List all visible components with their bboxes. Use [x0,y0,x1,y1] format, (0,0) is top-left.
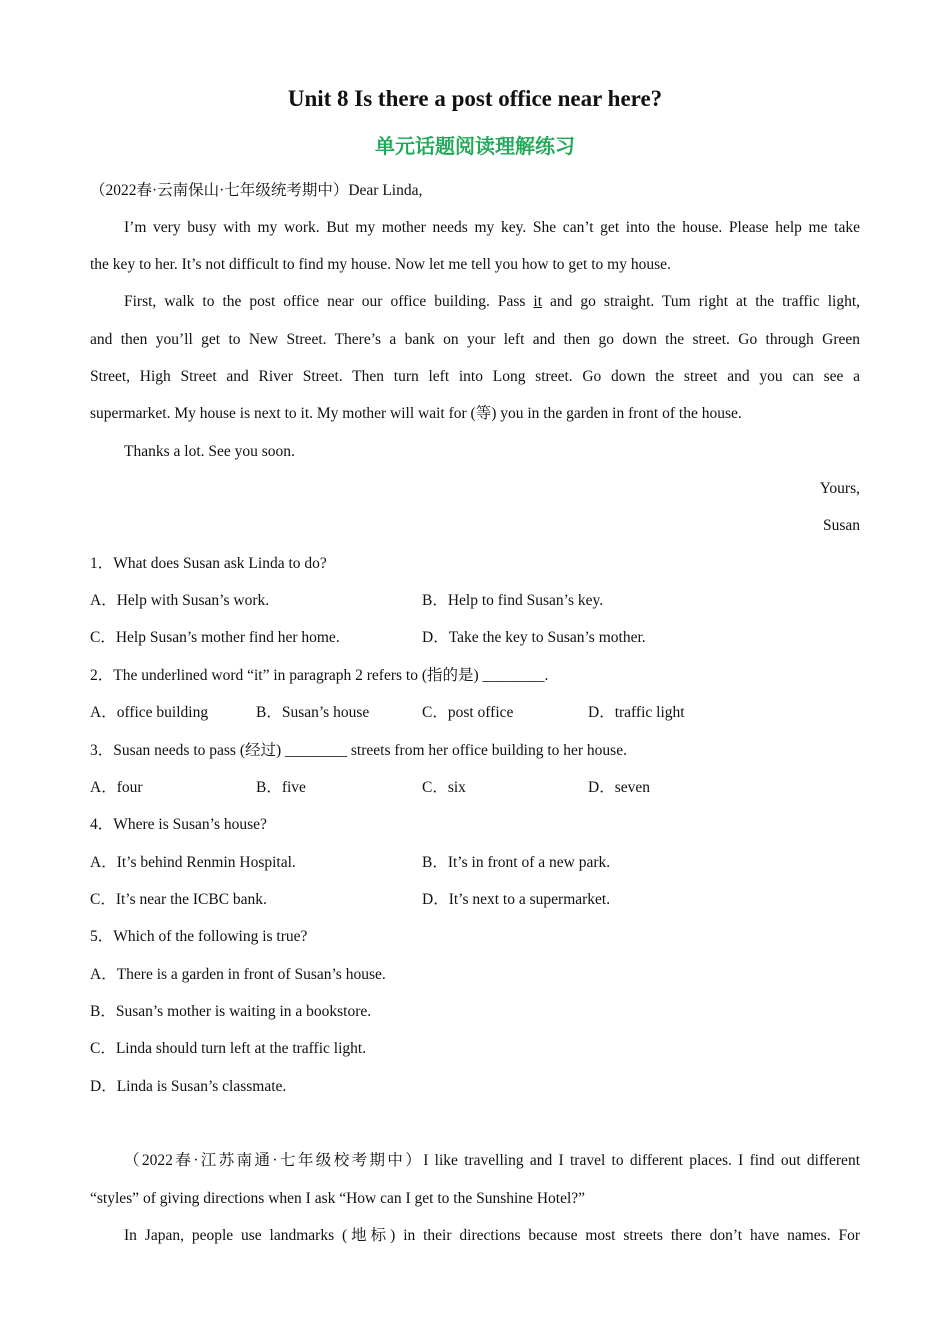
answer-option: B．five [256,779,306,796]
question-stem: 3．Susan needs to pass (经过) ________ streets from her office building to her house. [90,742,627,759]
answer-option: A．Help with Susan’s work. [90,592,270,609]
answer-option: D．seven [588,779,650,796]
paragraph-line: “styles” of giving directions when I ask “How can I get to the Sunshine Hotel?” [90,1190,586,1207]
letter-greeting: Dear Linda, [348,182,423,199]
letter-closing: Yours, [819,480,860,497]
paragraph-line: In Japan, people use landmarks (地标) in their directions because most streets there don’t have names. For [124,1227,860,1244]
paragraph-line: I’m very busy with my work. But my mother needs my key. She can’t get into the house. Please help me take [124,219,860,236]
answer-option: A．office building [90,704,209,721]
passage1-header [90,180,860,202]
page-subtitle: 单元话题阅读理解练习 [375,134,575,158]
answer-option: A．There is a garden in front of Susan’s house. [90,966,386,983]
answer-option: C．Help Susan’s mother find her home. [90,629,340,646]
answer-option: C．post office [422,704,514,721]
answer-option: B．It’s in front of a new park. [422,854,611,871]
answer-option: D．traffic light [588,704,685,721]
answer-option: A．four [90,779,143,796]
answer-option: B．Susan’s mother is waiting in a bookstore. [90,1003,372,1020]
answer-option: A．It’s behind Renmin Hospital. [90,854,296,871]
paragraph-line: Street, High Street and River Street. Then turn left into Long street. Go down the street and you can see a [90,368,860,385]
page-title: Unit 8 Is there a post office near here? [287,86,663,111]
text-segment: and go straight. Tum right at the traffic light, [542,293,861,310]
paragraph-line: Thanks a lot. See you soon. [124,443,295,460]
question-stem: 5．Which of the following is true? [90,928,308,945]
question-stem: 4．Where is Susan’s house? [90,816,267,833]
answer-option: B．Susan’s house [256,704,370,721]
answer-option: C．six [422,779,466,796]
source-note: （2022春·云南保山·七年级统考期中） [90,182,349,199]
answer-option: C．Linda should turn left at the traffic light. [90,1040,367,1057]
letter-signature: Susan [822,517,860,534]
question-stem: 1．What does Susan ask Linda to do? [90,555,327,572]
answer-option: D．Linda is Susan’s classmate. [90,1078,287,1095]
underlined-word: it [533,293,543,310]
paragraph-line [124,291,860,313]
paragraph-line: the key to her. It’s not difficult to find my house. Now let me tell you how to get to my house. [90,256,671,273]
question-stem: 2．The underlined word “it” in paragraph 2 refers to (指的是) ________. [90,667,549,684]
text-segment: First, walk to the post office near our office building. Pass [124,293,534,310]
answer-option: C．It’s near the ICBC bank. [90,891,267,908]
paragraph-line: （2022春·江苏南通·七年级校考期中）I like travelling and I travel to different places. I find out different [124,1152,860,1169]
answer-option: D．It’s next to a supermarket. [422,891,611,908]
paragraph-line: and then you’ll get to New Street. There’s a bank on your left and then go down the street. Go through Green [90,331,860,348]
paragraph-line: supermarket. My house is next to it. My mother will wait for (等) you in the garden in front of the house. [90,405,742,422]
answer-option: D．Take the key to Susan’s mother. [422,629,646,646]
answer-option: B．Help to find Susan’s key. [422,592,604,609]
